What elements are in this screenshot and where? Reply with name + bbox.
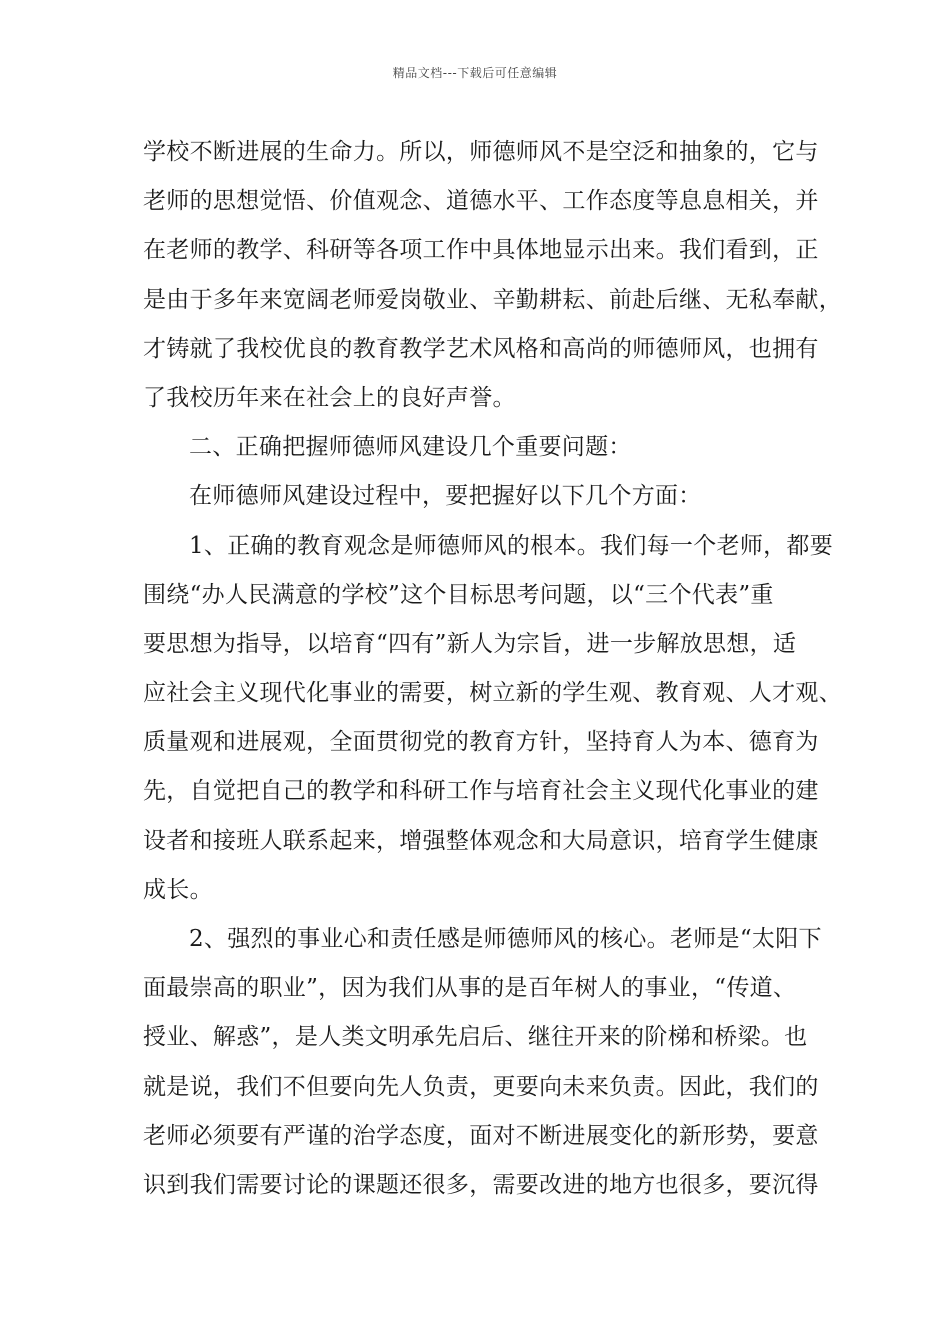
text-line: 应社会主义现代化事业的需要，树立新的学生观、教育观、人才观、	[143, 680, 842, 707]
text-line: 学校不断进展的生命力。所以，师德师风不是空泛和抽象的，它与	[143, 139, 819, 165]
text-line: 了我校历年来在社会上的良好声誉。	[143, 384, 516, 411]
paragraph-start-line: 1、正确的教育观念是师德师风的根本。我们每一个老师，都要	[189, 532, 834, 559]
text-line: 识到我们需要讨论的课题还很多，需要改进的地方也很多，要沉得	[143, 1171, 819, 1198]
text-line: 才铸就了我校优良的教育教学艺术风格和高尚的师德师风，也拥有	[143, 335, 819, 362]
text-line: 要思想为指导，以培育“四有”新人为宗旨，进一步解放思想，适	[143, 630, 797, 657]
text-line: 老师的思想觉悟、价值观念、道德水平、工作态度等息息相关，并	[143, 188, 819, 215]
text-line: 在老师的教学、科研等各项工作中具体地显示出来。我们看到，正	[143, 237, 819, 264]
text-line: 面最崇高的职业”，因为我们从事的是百年树人的事业，“传道、	[143, 975, 797, 1002]
text-line: 围绕“办人民满意的学校”这个目标思考问题，以“三个代表”重	[143, 581, 774, 608]
text-line: 设者和接班人联系起来，增强整体观念和大局意识，培育学生健康	[143, 827, 819, 854]
paragraph-start-line: 2、强烈的事业心和责任感是师德师风的核心。老师是“太阳下	[189, 926, 822, 952]
text-line: 先，自觉把自己的教学和科研工作与培育社会主义现代化事业的建	[143, 778, 819, 805]
text-line: 是由于多年来宽阔老师爱岗敬业、辛勤耕耘、前赴后继、无私奉献，	[143, 286, 842, 313]
text-line: 老师必须要有严谨的治学态度，面对不断进展变化的新形势，要意	[143, 1122, 819, 1149]
text-line: 质量观和进展观，全面贯彻党的教育方针，坚持育人为本、德育为	[143, 729, 819, 756]
section-heading: 二、正确把握师德师风建设几个重要问题：	[189, 434, 632, 461]
paragraph-start-line: 在师德师风建设过程中，要把握好以下几个方面：	[189, 483, 702, 510]
page-header: 精品文档---下载后可任意编辑	[392, 66, 558, 80]
text-line: 成长。	[143, 876, 213, 903]
text-line: 就是说，我们不但要向先人负责，更要向未来负责。因此，我们的	[143, 1073, 819, 1100]
document-body	[143, 128, 842, 1210]
text-line: 授业、解惑”，是人类文明承先启后、继往开来的阶梯和桥梁。也	[143, 1024, 808, 1051]
